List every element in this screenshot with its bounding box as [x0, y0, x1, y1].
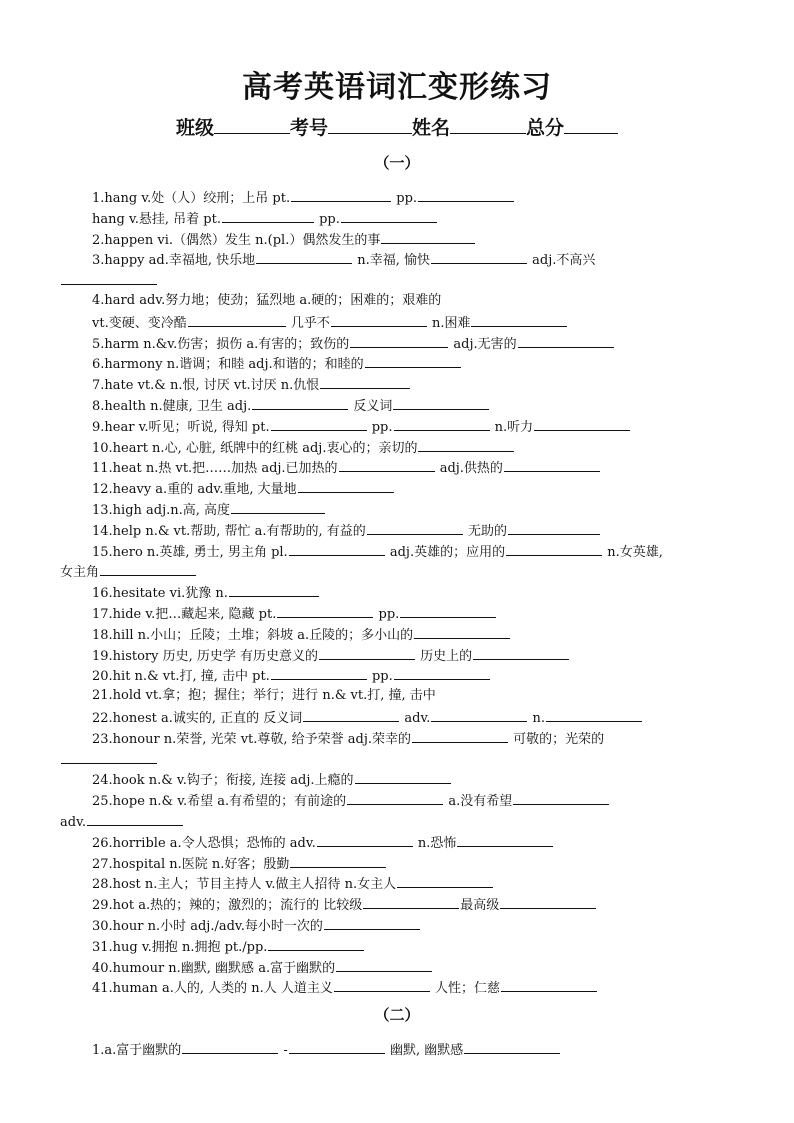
exercise-text: 26.horrible a.令人恐惧；恐怖的 adv.: [92, 835, 316, 851]
answer-blank[interactable]: [277, 604, 373, 618]
exercise-line: [92, 895, 597, 915]
exercise-text: pp.: [367, 669, 393, 685]
exam-number-blank[interactable]: [328, 115, 412, 134]
exercise-line: [92, 417, 631, 437]
exercise-text: 20.hit n.& vt.打, 撞, 击中 pt.: [92, 669, 270, 685]
exercise-text: 1.hang v.处（人）绞刑；上吊 pt.: [92, 191, 291, 206]
answer-blank[interactable]: [350, 334, 448, 348]
exercise-line: [60, 750, 158, 770]
answer-blank[interactable]: [347, 791, 443, 805]
exercise-text: vt.变硬、变冷酷: [92, 315, 187, 331]
exercise-line: [92, 500, 326, 520]
exercise-text: 人性；仁慈: [430, 981, 501, 997]
answer-blank[interactable]: [100, 562, 196, 576]
exercise-text: 幽默, 幽默感: [385, 1043, 464, 1058]
exercise-text: 31.hug v.拥抱 n.拥抱 pt./pp.: [92, 939, 268, 955]
answer-blank[interactable]: [500, 895, 596, 909]
answer-blank[interactable]: [331, 313, 427, 327]
exercise-text: n.困难: [427, 315, 471, 331]
answer-blank[interactable]: [471, 313, 567, 327]
exercise-text: 2.happen vi.（偶然）发生 n.(pl.）偶然发生的事: [92, 232, 381, 248]
exercise-line: [92, 375, 411, 395]
exercise-line: [92, 646, 570, 666]
answer-blank[interactable]: [61, 271, 157, 285]
name-label: 姓名: [412, 117, 451, 139]
exercise-line: [60, 562, 197, 582]
class-blank[interactable]: [214, 115, 290, 134]
exercise-text: 3.happy ad.幸福地, 快乐地: [92, 253, 256, 269]
class-label: 班级: [175, 117, 214, 139]
exercise-line: [92, 458, 601, 478]
answer-blank[interactable]: [393, 396, 489, 410]
exercise-text: 历史上的: [416, 648, 473, 664]
exercise-line: [92, 542, 663, 562]
answer-blank[interactable]: [317, 833, 413, 847]
page-title: 高考英语词汇变形练习: [242, 70, 552, 105]
answer-blank[interactable]: [87, 812, 183, 826]
exercise-text: 10.heart n.心, 心脏, 纸牌中的红桃 adj.衷心的；亲切的: [92, 440, 418, 456]
name-blank[interactable]: [450, 115, 526, 134]
exercise-line: [92, 521, 601, 541]
answer-blank[interactable]: [298, 479, 394, 493]
exercise-text: -: [279, 1043, 288, 1058]
answer-blank[interactable]: [464, 1040, 560, 1054]
exercise-text: 无助的: [463, 523, 507, 539]
exercise-text: 15.hero n.英雄, 勇士, 男主角 pl.: [92, 544, 288, 560]
exercise-line: [92, 729, 604, 749]
answer-blank[interactable]: [271, 417, 367, 431]
exercise-line: [92, 396, 490, 416]
section-heading-1: （一）: [374, 154, 420, 172]
exercise-text: 14.help n.& vt.帮助, 帮忙 a.有帮助的, 有益的: [92, 523, 366, 539]
answer-blank[interactable]: [231, 500, 325, 514]
answer-blank[interactable]: [61, 750, 157, 764]
exercise-line: [60, 271, 158, 291]
answer-blank[interactable]: [320, 375, 410, 389]
answer-blank[interactable]: [303, 708, 399, 722]
exercise-text: 可敬的；光荣的: [509, 731, 605, 747]
score-label: 总分: [526, 117, 565, 139]
answer-blank[interactable]: [339, 458, 435, 472]
student-info-line: [0, 113, 794, 140]
exercise-text: 23.honour n.荣誉, 光荣 vt.尊敬, 给予荣誉 adj.荣幸的: [92, 731, 412, 747]
answer-blank[interactable]: [394, 666, 490, 680]
exercise-text: a.没有希望: [444, 794, 513, 810]
exercise-text: 41.human a.人的, 人类的 n.人 人道主义: [92, 981, 333, 997]
exercise-text: n.恐怖: [413, 835, 457, 851]
exercise-line: [92, 854, 387, 874]
exercise-text: 18.hill n.小山；丘陵；土堆；斜坡 a.丘陵的；多小山的: [92, 627, 414, 643]
exercise-text: 40.humour n.幽默, 幽默感 a.富于幽默的: [92, 960, 336, 976]
exercise-text: 女主角: [60, 565, 100, 581]
answer-blank[interactable]: [400, 604, 496, 618]
exercise-text: 17.hide v.把…藏起来, 隐藏 pt.: [92, 607, 277, 622]
exercise-text: adj.英雄的；应用的: [385, 544, 506, 560]
answer-blank[interactable]: [418, 188, 514, 202]
exercise-text: adj.无害的: [449, 336, 517, 352]
exercise-text: 13.high adj.n.高, 高度: [92, 503, 231, 518]
exercise-text: 27.hospital n.医院 n.好客；殷勤: [92, 856, 290, 872]
answer-blank[interactable]: [546, 708, 642, 722]
answer-blank[interactable]: [506, 542, 602, 556]
exercise-line: [92, 666, 491, 686]
answer-blank[interactable]: [289, 542, 385, 556]
answer-blank[interactable]: [341, 209, 437, 223]
answer-blank[interactable]: [324, 916, 420, 930]
exercise-text: pp.: [367, 419, 393, 435]
exercise-line: [92, 791, 610, 811]
answer-blank[interactable]: [513, 791, 609, 805]
exercise-text: n.: [528, 711, 546, 726]
answer-blank[interactable]: [365, 354, 461, 368]
answer-blank[interactable]: [414, 625, 510, 639]
answer-blank[interactable]: [336, 958, 432, 972]
answer-blank[interactable]: [501, 978, 597, 992]
exercise-line: [92, 479, 395, 499]
exercise-text: pp.: [314, 211, 340, 227]
exercise-line: [92, 978, 598, 998]
answer-blank[interactable]: [222, 209, 314, 223]
exercise-text: adj.供热的: [435, 461, 503, 477]
exercise-text: 4.hard adv.努力地；使劲；猛烈地 a.硬的；困难的；艰难的: [92, 293, 442, 308]
exercise-text: n.听力: [490, 419, 534, 435]
exercise-text: 1.a.富于幽默的: [92, 1043, 182, 1058]
answer-blank[interactable]: [518, 334, 614, 348]
answer-blank[interactable]: [394, 417, 490, 431]
answer-blank[interactable]: [431, 250, 527, 264]
score-blank[interactable]: [564, 115, 618, 134]
answer-blank[interactable]: [289, 1040, 385, 1054]
answer-blank[interactable]: [355, 770, 451, 784]
exercise-line: [92, 958, 433, 978]
exercise-text: 16.hesitate vi.犹豫 n.: [92, 586, 228, 602]
answer-blank[interactable]: [291, 188, 391, 202]
answer-blank[interactable]: [334, 978, 430, 992]
exercise-text: hang v.悬挂, 吊着 pt.: [92, 211, 221, 227]
answer-blank[interactable]: [252, 396, 348, 410]
exam-number-label: 考号: [289, 117, 328, 139]
exercise-text: 6.harmony n.谐调；和睦 adj.和谐的；和睦的: [92, 357, 364, 373]
exercise-text: pp.: [392, 191, 418, 206]
exercise-line: [92, 625, 511, 645]
exercise-line: [92, 874, 494, 894]
exercise-line: [92, 833, 554, 853]
exercise-line: [92, 583, 320, 603]
answer-blank[interactable]: [363, 895, 459, 909]
exercise-text: 7.hate vt.& n.恨, 讨厌 vt.讨厌 n.仇恨: [92, 378, 320, 394]
answer-blank[interactable]: [504, 458, 600, 472]
exercise-line: [92, 250, 595, 270]
exercise-text: 19.history 历史, 历史学 有历史意义的: [92, 648, 319, 664]
exercise-line: [92, 313, 568, 333]
exercise-text: 5.harm n.&v.伤害；损伤 a.有害的；致伤的: [92, 336, 350, 352]
exercise-line: [92, 937, 365, 957]
exercise-text: adv.: [60, 815, 87, 830]
answer-blank[interactable]: [508, 521, 600, 535]
exercise-line: [92, 354, 462, 374]
exercise-text: 11.heat n.热 vt.把……加热 adj.已加热的: [92, 461, 338, 477]
exercise-text: 29.hot a.热的；辣的；激烈的；流行的 比较级: [92, 898, 363, 914]
answer-blank[interactable]: [268, 937, 364, 951]
exercise-line: [92, 708, 643, 728]
answer-blank[interactable]: [290, 854, 386, 868]
exercise-line: [92, 292, 441, 310]
answer-blank[interactable]: [418, 438, 514, 452]
answer-blank[interactable]: [473, 646, 569, 660]
exercise-text: 21.hold vt.拿；抱；握住；举行；进行 n.& vt.打, 撞, 击中: [92, 688, 436, 704]
exercise-text: 反义词: [349, 399, 393, 414]
exercise-line: [92, 230, 476, 250]
exercise-text: pp.: [374, 607, 400, 622]
exercise-line: [92, 687, 436, 705]
answer-blank[interactable]: [367, 521, 463, 535]
exercise-line: [92, 770, 452, 790]
answer-blank[interactable]: [256, 250, 352, 264]
exercise-line: [92, 916, 421, 936]
answer-blank[interactable]: [431, 708, 527, 722]
exercise-line: [92, 438, 515, 458]
answer-blank[interactable]: [188, 313, 286, 327]
exercise-text: 8.health n.健康, 卫生 adj.: [92, 399, 252, 414]
section-heading-2: （二）: [374, 1006, 420, 1024]
exercise-line: [92, 188, 515, 208]
answer-blank[interactable]: [229, 583, 319, 597]
exercise-text: 9.hear v.听见；听说, 得知 pt.: [92, 419, 270, 435]
answer-blank[interactable]: [457, 833, 553, 847]
answer-blank[interactable]: [182, 1040, 278, 1054]
exercise-text: 12.heavy a.重的 adv.重地, 大量地: [92, 482, 297, 498]
answer-blank[interactable]: [412, 729, 508, 743]
exercise-line: [92, 1040, 561, 1060]
exercise-text: 最高级: [460, 898, 500, 914]
exercise-text: n.女英雄,: [603, 544, 663, 560]
exercise-line: [92, 209, 438, 229]
exercise-text: 25.hope n.& v.希望 a.有希望的；有前途的: [92, 794, 347, 810]
answer-blank[interactable]: [271, 666, 367, 680]
exercise-text: 几乎不: [286, 315, 330, 331]
exercise-text: n.幸福, 愉快: [353, 253, 431, 269]
exercise-line: [92, 604, 497, 624]
exercise-text: adj.不高兴: [528, 253, 596, 269]
answer-blank[interactable]: [381, 230, 475, 244]
answer-blank[interactable]: [397, 874, 493, 888]
exercise-text: 30.hour n.小时 adj./adv.每小时一次的: [92, 919, 323, 934]
answer-blank[interactable]: [319, 646, 415, 660]
exercise-text: 22.honest a.诚实的, 正直的 反义词: [92, 711, 303, 726]
answer-blank[interactable]: [534, 417, 630, 431]
exercise-line: [60, 812, 184, 832]
exercise-line: [92, 334, 615, 354]
exercise-text: adv.: [400, 711, 431, 726]
exercise-text: 28.host n.主人；节目主持人 v.做主人招待 n.女主人: [92, 877, 397, 893]
exercise-text: 24.hook n.& v.钩子；衔接, 连接 adj.上瘾的: [92, 773, 354, 789]
